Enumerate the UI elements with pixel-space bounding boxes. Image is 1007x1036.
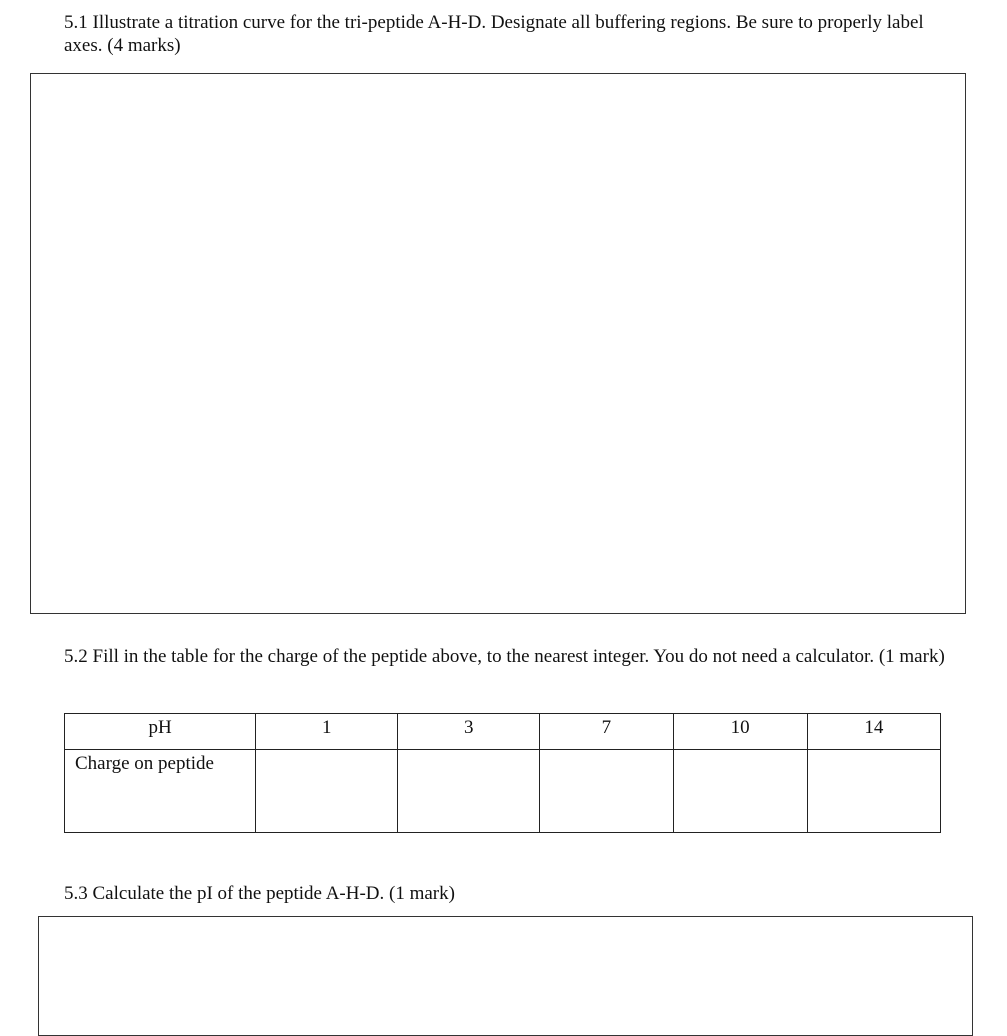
titration-curve-answer-box[interactable] (30, 73, 966, 614)
charge-row-label: Charge on peptide (65, 750, 256, 833)
ph-value-cell: 14 (807, 714, 940, 750)
charge-answer-cell[interactable] (540, 750, 673, 833)
ph-value-cell: 3 (398, 714, 540, 750)
charge-answer-cell[interactable] (673, 750, 807, 833)
ph-value-cell: 1 (256, 714, 398, 750)
table-header-row (65, 714, 941, 750)
ph-value-cell: 7 (540, 714, 673, 750)
charge-table (64, 713, 941, 833)
ph-value-cell: 10 (673, 714, 807, 750)
question-5-2-prompt: 5.2 Fill in the table for the charge of the peptide above, to the nearest integer. You do not need a calculator. (1 mark) (64, 646, 945, 667)
question-5-3-prompt: 5.3 Calculate the pI of the peptide A-H-D. (1 mark) (64, 883, 455, 904)
ph-header-cell: pH (65, 714, 256, 750)
charge-answer-cell[interactable] (398, 750, 540, 833)
charge-answer-cell[interactable] (807, 750, 940, 833)
charge-answer-cell[interactable] (256, 750, 398, 833)
question-5-1-prompt: 5.1 Illustrate a titration curve for the tri-peptide A-H-D. Designate all buffering regions. Be sure to properly label axes. (4 marks) (64, 12, 924, 56)
pi-calculation-answer-box[interactable] (38, 916, 973, 1036)
table-charge-row (65, 750, 941, 833)
